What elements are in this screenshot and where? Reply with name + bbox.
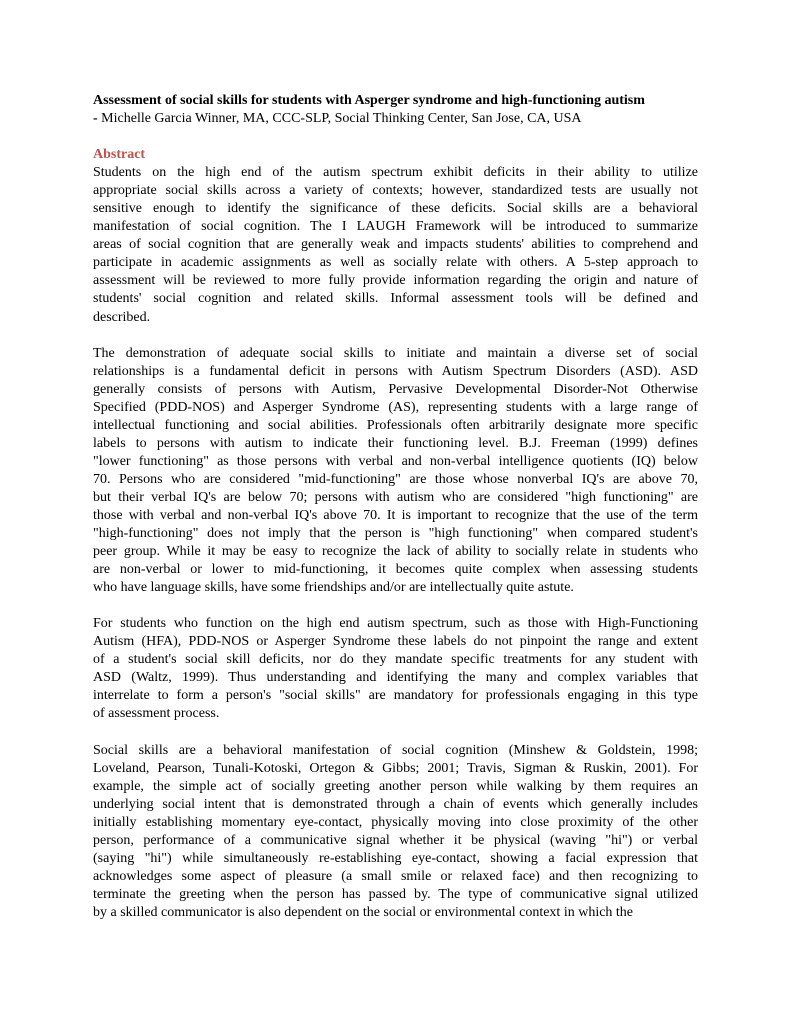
text-line: of assessment process. (93, 706, 220, 722)
text-line: Specified (PDD-NOS) and Asperger Syndrome (AS), representing students with a large range of (93, 399, 698, 415)
text-line: 70. Persons who are considered "mid-functioning" are those whose nonverbal IQ's are above 70, (93, 471, 698, 487)
text-line: those with verbal and non-verbal IQ's above 70. It is important to recognize that the use of the term (93, 507, 698, 523)
document-page (93, 92, 698, 922)
text-line: manifestation of social cognition. The I LAUGH Framework will be introduced to summarize (93, 219, 698, 235)
abstract-heading: Abstract (93, 147, 146, 163)
paragraph (93, 742, 698, 922)
text-line: are non-verbal or lower to mid-functioning, it becomes quite complex when assessing students (93, 562, 698, 578)
text-line: by a skilled communicator is also dependent on the social or environmental context in which the (93, 904, 634, 920)
text-line: terminate the greeting when the person has passed by. The type of communicative signal utilized (93, 886, 698, 902)
text-line: but their verbal IQ's are below 70; persons with autism who are considered "high functioning" are (93, 489, 698, 505)
text-line: ASD (Waltz, 1999). Thus understanding and identifying the many and complex variables that (93, 670, 698, 686)
paragraph (93, 164, 698, 326)
text-line: students' social cognition and related skills. Informal assessment tools will be defined and (93, 291, 698, 307)
text-line: For students who function on the high end autism spectrum, such as those with High-Functioning (93, 616, 698, 632)
text-line: labels to persons with autism to indicate their functioning level. B.J. Freeman (1999) defines (93, 435, 698, 451)
text-line: acknowledges some aspect of pleasure (a small smile or relaxed face) and then recognizing to (93, 868, 698, 884)
text-line: Autism (HFA), PDD-NOS or Asperger Syndrome these labels do not pinpoint the range and extent (93, 634, 698, 650)
document-title: Assessment of social skills for students with Asperger syndrome and high-functioning autism (93, 93, 645, 108)
text-line: relationships is a fundamental deficit in persons with Autism Spectrum Disorders (ASD). ASD (93, 363, 698, 379)
text-line: who have language skills, have some friendships and/or are intellectually quite astute. (93, 580, 574, 596)
text-line: appropriate social skills across a variety of contexts; however, standardized tests are usually not (93, 183, 698, 199)
author-dash: - (93, 111, 98, 127)
text-line: "lower functioning" as those persons with verbal and non-verbal intelligence quotients (IQ) below (93, 453, 698, 469)
text-line: generally consists of persons with Autism, Pervasive Developmental Disorder-Not Otherwise (93, 381, 698, 397)
text-line: example, the simple act of socially greeting another person while walking by them requires an (93, 778, 698, 794)
text-line: interrelate to form a person's "social skills" are mandatory for professionals engaging in this type (93, 688, 698, 704)
text-line: Social skills are a behavioral manifestation of social cognition (Minshew & Goldstein, 1998; (93, 742, 698, 758)
text-line: areas of social cognition that are generally weak and impacts students' abilities to comprehend and (93, 237, 698, 253)
paragraph (93, 615, 698, 723)
text-line: assessment will be reviewed to more fully provide information regarding the origin and nature of (93, 273, 698, 289)
text-line: participate in academic assignments as well as socially relate with others. A 5-step approach to (93, 255, 698, 271)
text-line: underlying social intent that is demonstrated through a chain of events which generally includes (93, 796, 698, 812)
text-line: of a student's social skill deficits, nor do they mandate specific treatments for any student with (93, 652, 698, 668)
text-line: "high-functioning" does not imply that the person is "high functioning" when compared student's (93, 526, 698, 542)
text-line: (saying "hi") while simultaneously re-establishing eye-contact, showing a facial expression that (93, 850, 698, 866)
author-line (93, 110, 698, 128)
text-line: intellectual functioning and social abilities. Professionals often arbitrarily designate more specific (93, 417, 698, 433)
abstract-body (93, 164, 698, 922)
author-credit: Michelle Garcia Winner, MA, CCC-SLP, Social Thinking Center, San Jose, CA, USA (97, 111, 582, 127)
paragraph (93, 345, 698, 598)
text-line: Loveland, Pearson, Tunali-Kotoski, Ortegon & Gibbs; 2001; Travis, Sigman & Ruskin, 2001). For (93, 760, 698, 776)
text-line: The demonstration of adequate social skills to initiate and maintain a diverse set of social (93, 345, 698, 361)
text-line: sensitive enough to identify the significance of these deficits. Social skills are a behavioral (93, 201, 698, 217)
text-line: described. (93, 309, 151, 325)
text-line: Students on the high end of the autism spectrum exhibit deficits in their ability to utilize (93, 165, 698, 181)
text-line: person, performance of a communicative signal whether it be physical (waving "hi") or verbal (93, 832, 698, 848)
text-line: initially establishing momentary eye-contact, physically moving into close proximity of the other (93, 814, 698, 830)
text-line: peer group. While it may be easy to recognize the lack of ability to socially relate in students who (93, 544, 698, 560)
